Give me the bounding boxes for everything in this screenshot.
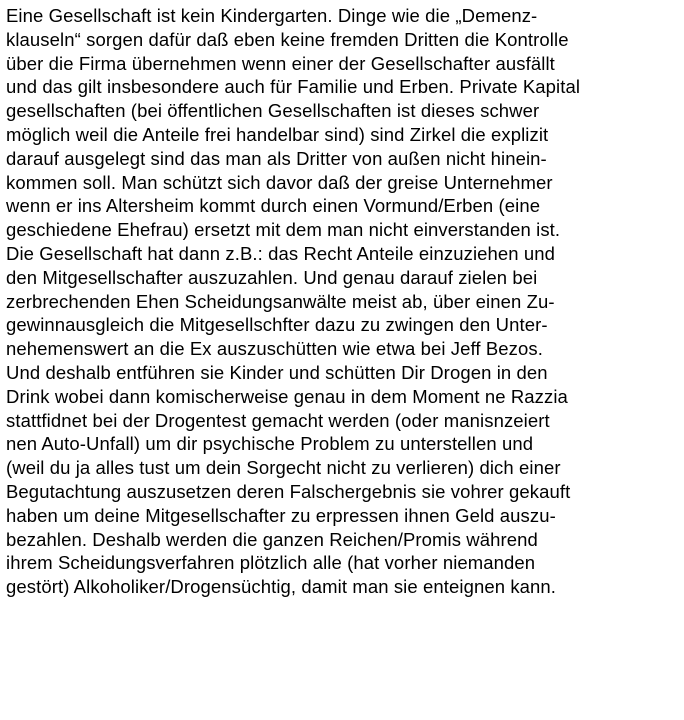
text-line: über die Firma übernehmen wenn einer der Gesellschafter ausfällt [6,52,555,74]
document-body [6,4,682,599]
text-line: darauf ausgelegt sind das man als Dritter von außen nicht hinein- [6,147,547,169]
text-line: (weil du ja alles tust um dein Sorgecht nicht zu verlieren) dich einer [6,457,561,479]
text-line: klauseln“ sorgen dafür daß eben keine fremden Dritten die Kontrolle [6,28,569,50]
text-line: gewinnausgleich die Mitgesellschfter dazu zu zwingen den Unter- [6,314,548,336]
text-line: Eine Gesellschaft ist kein Kindergarten. Dinge wie die „Demenz- [6,5,538,26]
text-line: Und deshalb entführen sie Kinder und schütten Dir Drogen in den [6,361,548,383]
text-line: kommen soll. Man schützt sich davor daß der greise Unternehmer [6,171,553,193]
text-line: nehemenswert an die Ex auszuschütten wie etwa bei Jeff Bezos. [6,338,543,360]
text-line: den Mitgesellschafter auszuzahlen. Und genau darauf zielen bei [6,266,538,288]
text-line: nen Auto-Unfall) um dir psychische Problem zu unterstellen und [6,433,534,455]
text-line: wenn er ins Altersheim kommt durch einen Vormund/Erben (eine [6,195,541,217]
text-line: haben um deine Mitgesellschafter zu erpressen ihnen Geld auszu- [6,504,556,526]
text-line: Die Gesellschaft hat dann z.B.: das Recht Anteile einzuziehen und [6,242,556,264]
text-line: gesellschaften (bei öffentlichen Gesellschaften ist dieses schwer [6,100,540,122]
text-line: Begutachtung auszusetzen deren Falschergebnis sie vohrer gekauft [6,480,571,502]
text-line: und das gilt insbesondere auch für Familie und Erben. Private Kapital [6,76,581,98]
text-line: zerbrechenden Ehen Scheidungsanwälte meist ab, über einen Zu- [6,290,555,312]
text-line: ihrem Scheidungsverfahren plötzlich alle (hat vorher niemanden [6,552,536,574]
text-line: bezahlen. Deshalb werden die ganzen Reichen/Promis während [6,528,538,550]
text-line: geschiedene Ehefrau) ersetzt mit dem man nicht einverstanden ist. [6,219,561,241]
text-line: Drink wobei dann komischerweise genau in dem Moment ne Razzia [6,385,568,407]
text-line: möglich weil die Anteile frei handelbar sind) sind Zirkel die explizit [6,123,549,145]
text-line: stattfidnet bei der Drogentest gemacht werden (oder manisnzeiert [6,409,550,431]
text-line: gestört) Alkoholiker/Drogensüchtig, damit man sie enteignen kann. [6,576,557,598]
